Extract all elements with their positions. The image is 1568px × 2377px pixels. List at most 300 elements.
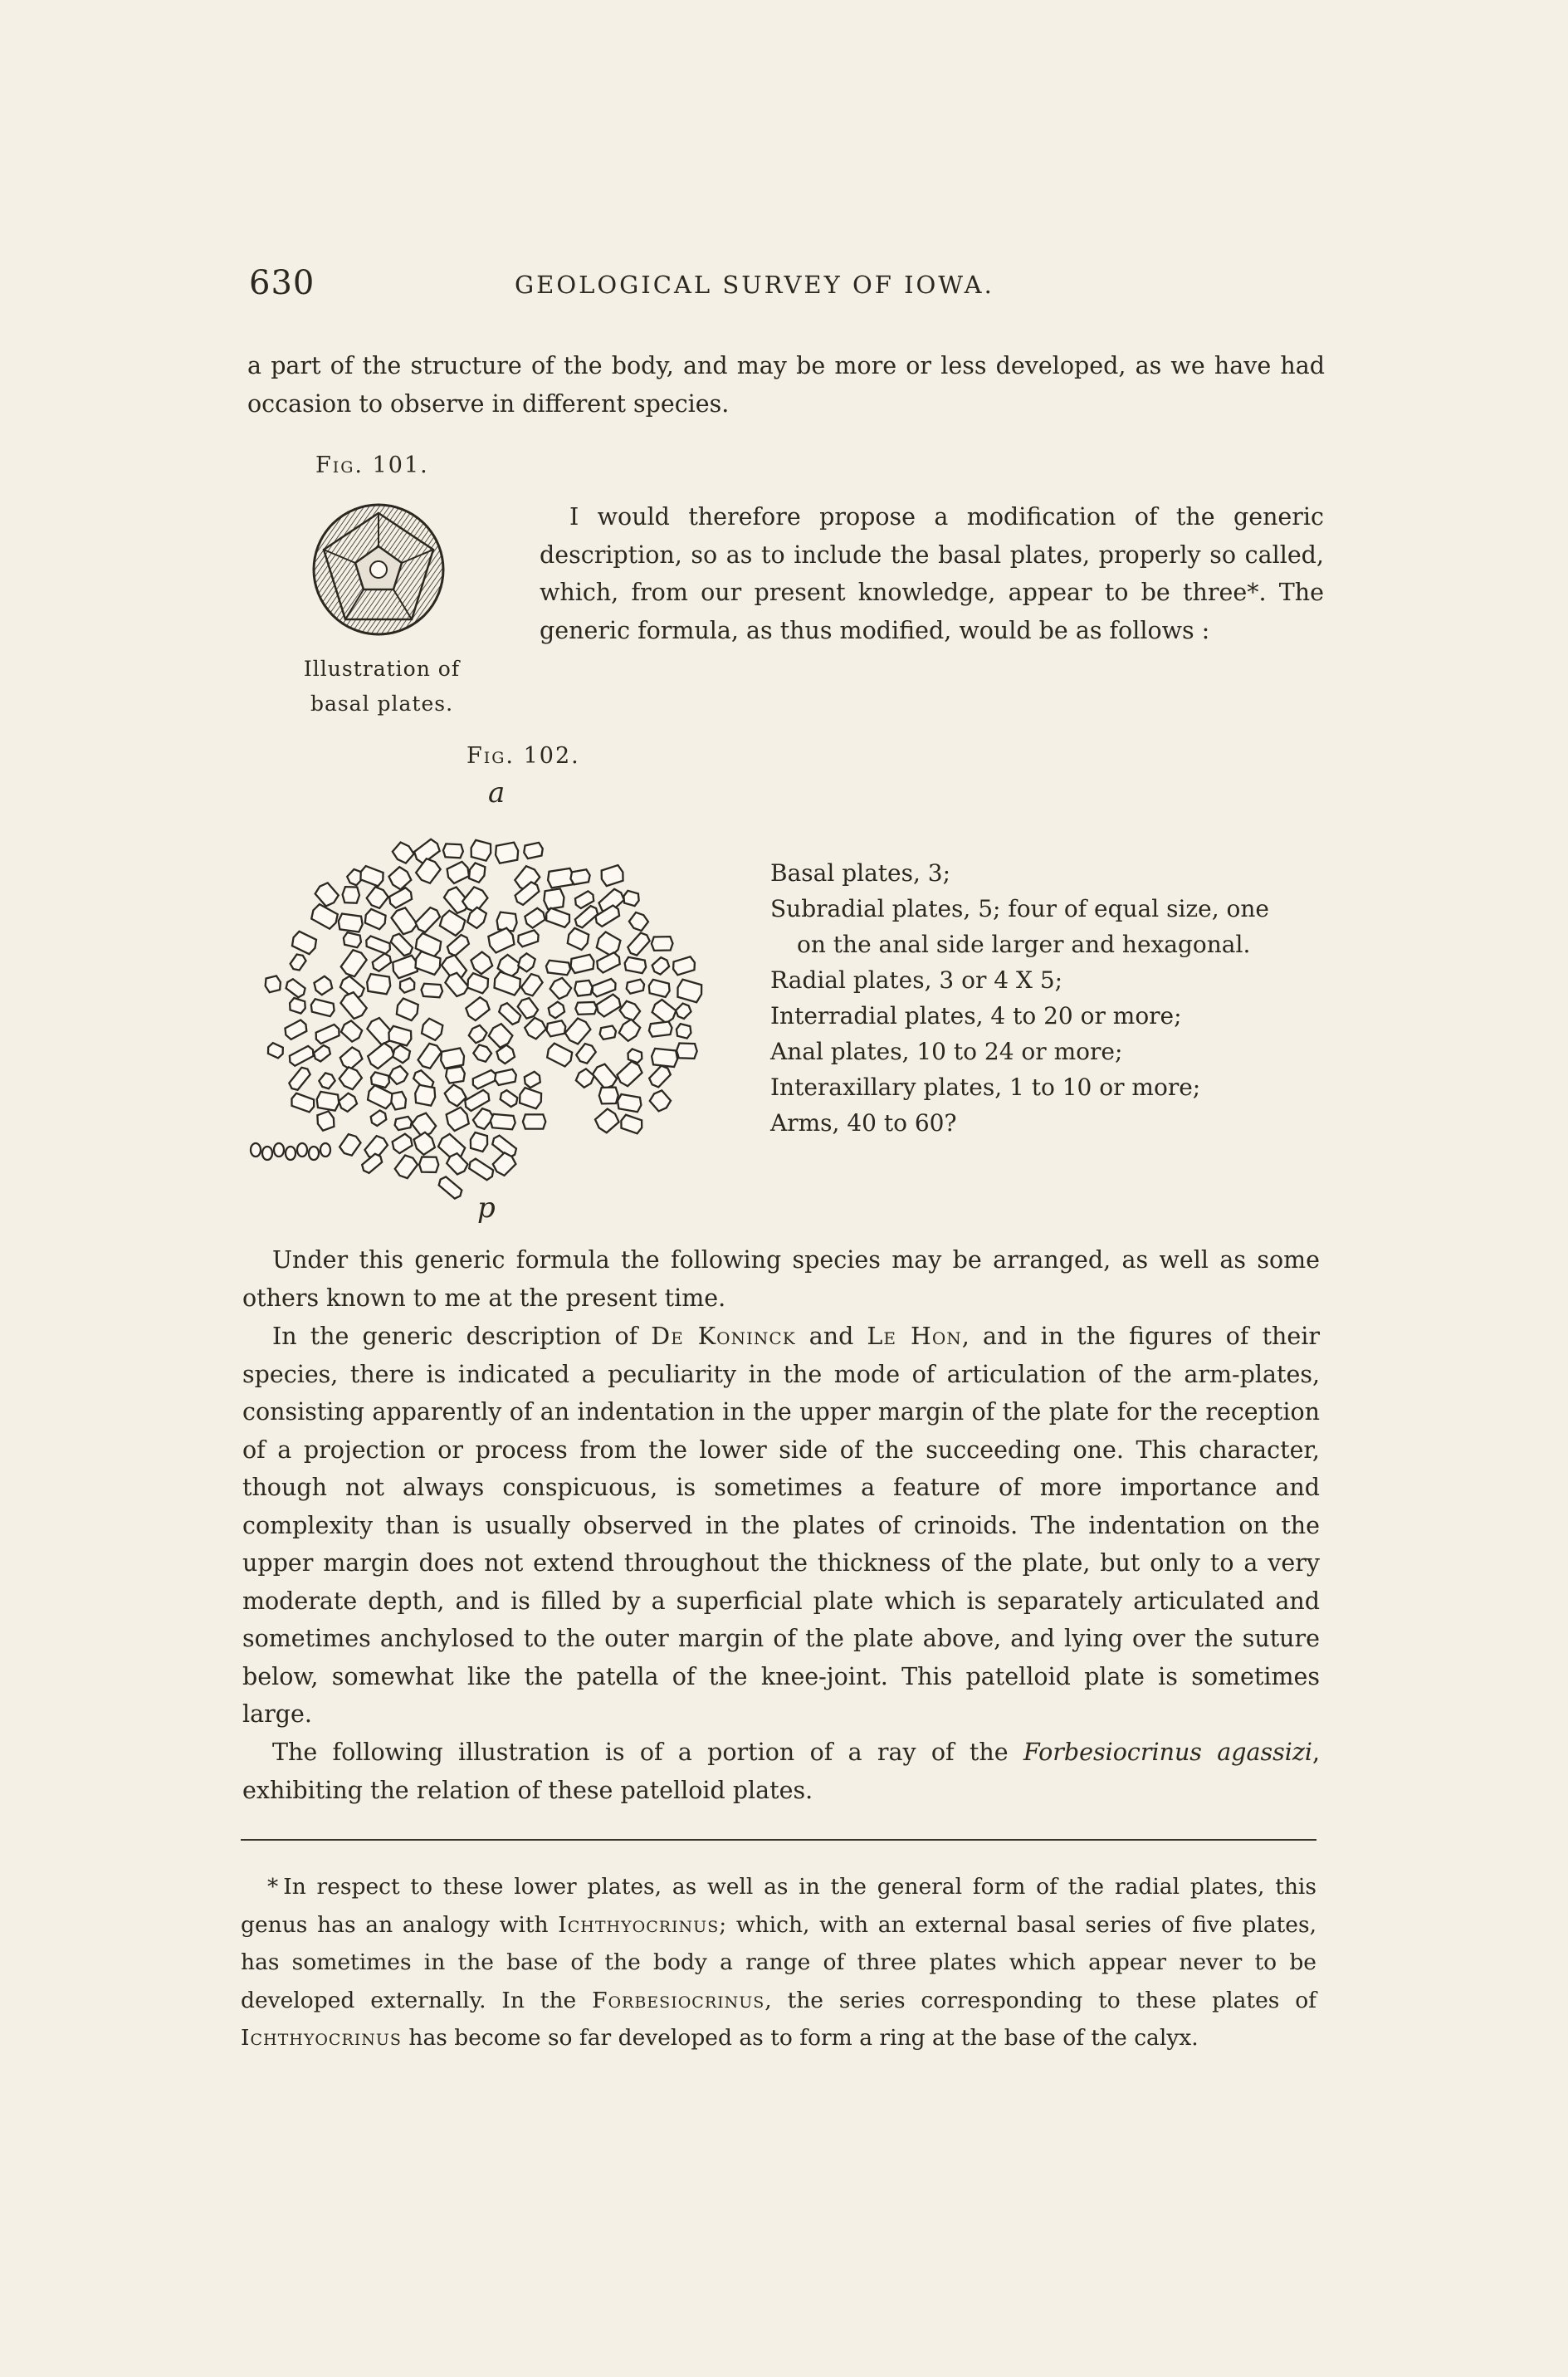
calyx-plate <box>339 990 369 1020</box>
calyx-plate-shape <box>266 1042 285 1059</box>
body-paragraph-2 <box>242 1318 1320 1734</box>
calyx-plate <box>498 1088 520 1108</box>
arm-plate <box>251 1143 261 1157</box>
calyx-plate-shape <box>338 1065 364 1091</box>
calyx-plate-shape <box>314 1024 341 1045</box>
calyx-plate-shape <box>623 956 647 973</box>
basal-plates-illustration <box>309 498 448 641</box>
calyx-plate <box>591 1062 618 1090</box>
author-de-koninck: De Koninck <box>651 1323 796 1350</box>
calyx-plate <box>290 930 318 955</box>
calyx-plate <box>569 869 591 885</box>
calyx-plate <box>360 1152 384 1175</box>
calyx-plate-shape <box>625 979 646 995</box>
calyx-plate-shape <box>421 984 443 998</box>
calyx-plate-shape <box>283 1019 309 1040</box>
calyx-plate-shape <box>467 1024 489 1045</box>
calyx-plate <box>618 1018 642 1043</box>
genus-forbesiocrinus: Forbesiocrinus <box>592 1987 765 2013</box>
p2-text: In the generic description of <box>272 1323 652 1350</box>
calyx-plate <box>490 1114 515 1130</box>
calyx-plate <box>390 906 419 937</box>
calyx-plate-shape <box>393 1153 419 1180</box>
page-header <box>249 264 1327 306</box>
footnote-text: has become so far developed as to form a ring at the base of the calyx. <box>401 2025 1199 2051</box>
calyx-plate-shape <box>446 933 471 957</box>
calyx-plate <box>492 971 523 995</box>
calyx-plate-shape <box>364 935 392 954</box>
calyx-plate <box>337 1092 359 1113</box>
calyx-plate <box>466 862 487 883</box>
generic-formula <box>770 855 1335 1141</box>
formula-interradial: Interradial plates, 4 to 20 or more; <box>770 1002 1182 1030</box>
calyx-plate <box>315 1110 337 1131</box>
calyx-plate-shape <box>464 995 491 1022</box>
calyx-plate-shape <box>388 1064 409 1086</box>
calyx-plate <box>370 952 393 973</box>
calyx-plate-shape <box>444 1106 471 1132</box>
calyx-plate-shape <box>437 1175 463 1200</box>
calyx-plate <box>618 999 642 1022</box>
calyx-plate-shape <box>288 997 307 1015</box>
calyx-plate-shape <box>387 865 413 891</box>
p2-text: and <box>795 1323 867 1350</box>
calyx-plate <box>463 1088 491 1112</box>
body-paragraph-3 <box>242 1734 1320 1809</box>
arm-plate <box>262 1147 272 1160</box>
fig-101-caption <box>286 652 477 721</box>
calyx-plate <box>574 1042 597 1065</box>
calyx-plate-shape <box>312 1044 333 1063</box>
calyx-plate <box>314 881 340 908</box>
calyx-plate <box>443 1083 468 1108</box>
calyx-plate-shape <box>390 1132 414 1155</box>
calyx-plate <box>545 1020 567 1037</box>
calyx-plate-shape <box>522 1070 542 1088</box>
calyx-plate <box>391 1044 413 1064</box>
calyx-plate <box>469 839 493 861</box>
calyx-plate <box>574 980 593 995</box>
calyx-plate-shape <box>387 887 413 909</box>
calyx-plate <box>338 1065 364 1091</box>
calyx-plate <box>494 842 520 863</box>
footnote-text: ; which, with an external basal series of five plates, has sometimes in the base of the body a range of three plates which appear never to be developed externally. In the <box>241 1911 1316 2013</box>
calyx-plate <box>672 956 697 976</box>
calyx-plate <box>626 931 651 956</box>
calyx-plate-shape <box>290 930 318 955</box>
arm-plate <box>286 1147 296 1160</box>
calyx-plate-shape <box>651 1049 678 1068</box>
calyx-plate <box>421 984 443 998</box>
calyx-plate-shape <box>365 885 390 910</box>
calyx-plate-shape <box>317 1071 336 1091</box>
calyx-plate-shape <box>387 1025 413 1046</box>
calyx-plate-shape <box>523 1114 545 1128</box>
calyx-plate <box>543 888 566 910</box>
calyx-plate <box>575 1002 597 1015</box>
calyx-plate <box>369 1109 388 1127</box>
calyx-plate <box>467 1157 496 1181</box>
calyx-plate-shape <box>289 952 307 972</box>
calyx-plate-shape <box>498 1088 520 1108</box>
calyx-plate <box>287 1044 315 1067</box>
calyx-plate <box>442 844 463 858</box>
calyx-plate <box>622 890 641 907</box>
calyx-plate-shape <box>516 952 537 973</box>
calyx-plate-shape <box>626 931 651 956</box>
calyx-plate-shape <box>545 960 571 975</box>
calyx-plate-shape <box>442 844 463 858</box>
footnote-text: , the series corresponding to these plates of <box>764 1987 1316 2013</box>
calyx-plate-shape <box>516 929 540 947</box>
calyx-plate-shape <box>492 971 523 995</box>
calyx-plate-shape <box>287 1065 311 1092</box>
calyx-plate-shape <box>549 976 574 1001</box>
calyx-plate-shape <box>618 1018 642 1043</box>
calyx-plate <box>446 933 471 957</box>
calyx-plate-shape <box>628 911 650 933</box>
calyx-plate-shape <box>366 974 392 995</box>
calyx-plate <box>523 1016 548 1041</box>
calyx-plate <box>648 1088 672 1113</box>
calyx-plate-shape <box>315 1110 337 1131</box>
calyx-plate-shape <box>523 842 545 858</box>
calyx-plate-shape <box>312 975 335 996</box>
calyx-plate-shape <box>652 937 673 951</box>
calyx-plate-shape <box>365 1084 395 1110</box>
genus-ichthyocrinus: Ichthyocrinus <box>241 2025 402 2051</box>
arm-plate <box>309 1147 319 1160</box>
calyx-plate-shape <box>545 1020 567 1037</box>
page-number: 630 <box>249 264 315 302</box>
arm-plate-shape <box>320 1143 330 1157</box>
calyx-plate-shape <box>546 1000 566 1020</box>
calyx-plate-shape <box>315 1091 340 1111</box>
p3-text: The following illustration is of a portion of a ray of the <box>272 1739 1023 1766</box>
p2-text: , and in the figures of their species, there is indicated a peculiarity in the mode of articulation of the arm-plates, consisting apparently of an indentation in the upper margin of the plate for the reception of a projection or process from the lower side of the succeeding one. This character, though not always conspicuous, is sometimes a feature of more importance and complexity than is usually observed in the plates of crinoids. The indentation on the upper margin does not extend throughout the thickness of the plate, but only to a very moderate depth, and is filled by a superficial plate which is separately articulated and sometimes anchylosed to the outer margin of the plate above, and lying over the suture below, somewhat like the patella of the knee-joint. This patelloid plate is sometimes large. <box>242 1323 1320 1728</box>
calyx-plate <box>648 1021 672 1037</box>
calyx-plate <box>623 956 647 973</box>
calyx-plate <box>472 1043 493 1064</box>
calyx-plate-shape <box>398 977 416 994</box>
calyx-plate <box>288 997 307 1015</box>
calyx-plate-shape <box>569 869 591 885</box>
calyx-plate-shape <box>443 971 470 998</box>
intro-paragraph: a part of the structure of the body, and may be more or less developed, as we have had occasion to observe in different species. <box>247 352 1325 418</box>
calyx-plate <box>364 935 392 954</box>
calyx-plate-shape <box>591 1062 618 1090</box>
calyx-plate <box>389 932 414 958</box>
calyx-plate <box>522 1070 542 1088</box>
fig-101-caption-line: Illustration of <box>303 657 461 681</box>
calyx-plate <box>445 861 471 885</box>
fig-101-caption-line: basal plates. <box>310 692 454 716</box>
calyx-plate <box>391 840 416 865</box>
calyx-plate <box>676 979 704 1003</box>
calyx-plate-shape <box>287 1044 315 1067</box>
calyx-plate <box>394 997 420 1021</box>
calyx-plate-diagram <box>249 805 714 1229</box>
calyx-plate-shape <box>598 1025 617 1040</box>
proposal-paragraph: I would therefore propose a modification of the generic description, so as to include the basal plates, properly so called, which, from our present knowledge, appear to be three*. The generic formula, as thus modified, would be as follows : <box>540 503 1324 644</box>
calyx-plate <box>393 1116 413 1130</box>
calyx-plate-shape <box>359 865 386 887</box>
formula-subradial: Subradial plates, 5; four of equal size, one <box>770 895 1270 922</box>
calyx-plate-shape <box>290 1093 316 1113</box>
calyx-plate <box>264 976 282 993</box>
calyx-plate-shape <box>339 1019 364 1043</box>
calyx-plate-shape <box>369 1109 388 1127</box>
calyx-plate <box>283 1019 309 1040</box>
calyx-plate-shape <box>565 927 591 951</box>
calyx-plate <box>310 903 340 931</box>
calyx-plate-shape <box>391 840 416 865</box>
calyx-plate <box>366 974 392 995</box>
calyx-plate <box>365 1084 395 1110</box>
calyx-plate-shape <box>390 906 419 937</box>
calyx-plate-shape <box>517 1087 544 1109</box>
calyx-plate-shape <box>545 1042 574 1068</box>
calyx-plate <box>419 1157 439 1172</box>
calyx-plate <box>287 1065 311 1092</box>
calyx-plate <box>387 865 413 891</box>
fig-102-label-number: . 102. <box>506 743 580 769</box>
calyx-plate-shape <box>366 1041 396 1070</box>
calyx-plate <box>314 1024 341 1045</box>
calyx-plate-shape <box>676 979 704 1003</box>
calyx-plate <box>594 931 623 957</box>
calyx-plate-shape <box>338 1132 362 1157</box>
calyx-plate <box>520 972 544 998</box>
calyx-plate <box>523 907 547 929</box>
calyx-plate <box>494 1069 518 1085</box>
calyx-plate <box>619 1114 644 1134</box>
calyx-plate-shape <box>648 1088 672 1113</box>
fig-102-label-prefix: Fig <box>466 743 506 769</box>
calyx-plate-shape <box>360 1152 384 1175</box>
calyx-plate-shape <box>490 1114 515 1130</box>
calyx-plate <box>650 998 677 1025</box>
calyx-plate-shape <box>543 888 566 910</box>
calyx-plate <box>366 1041 396 1070</box>
calyx-plate <box>338 1132 362 1157</box>
calyx-plate <box>599 1088 618 1104</box>
calyx-plate-shape <box>564 1016 593 1045</box>
calyx-plate-shape <box>393 1116 413 1130</box>
calyx-plate-shape <box>342 887 359 903</box>
arm-plate <box>320 1143 330 1157</box>
calyx-plate-shape <box>391 1044 413 1064</box>
author-le-hon: Le Hon <box>867 1323 962 1350</box>
calyx-plate <box>468 1132 490 1152</box>
fig-102-letter-a: a <box>488 776 506 809</box>
calyx-plate-shape <box>363 908 388 931</box>
calyx-plate-shape <box>647 979 672 997</box>
calyx-plate-shape <box>445 1066 466 1083</box>
calyx-plate-shape <box>569 954 596 974</box>
calyx-plate-shape <box>394 997 420 1021</box>
calyx-plate-shape <box>594 931 623 957</box>
calyx-plate <box>464 995 491 1022</box>
calyx-plate-shape <box>544 907 571 928</box>
calyx-plate-shape <box>389 1091 407 1110</box>
calyx-plate-shape <box>467 1157 496 1181</box>
calyx-plate <box>398 977 416 994</box>
arm-plate-shape <box>251 1143 261 1157</box>
formula-radial: Radial plates, 3 or 4 X 5; <box>770 966 1063 994</box>
calyx-plate <box>516 952 537 973</box>
calyx-plate-shape <box>650 998 677 1025</box>
calyx-plate <box>674 1001 693 1020</box>
calyx-plate-shape <box>495 1044 517 1065</box>
calyx-plate <box>437 909 467 937</box>
calyx-plate-shape <box>469 839 493 861</box>
calyx-plate-shape <box>574 980 593 995</box>
calyx-plate <box>652 937 673 951</box>
calyx-plate <box>545 1042 574 1068</box>
calyx-plate <box>574 1067 596 1088</box>
calyx-plate-shape <box>523 1016 548 1041</box>
calyx-plate-shape <box>622 890 641 907</box>
calyx-plate <box>342 887 359 903</box>
calyx-plate-shape <box>419 1157 439 1172</box>
calyx-plate-shape <box>650 956 671 976</box>
calyx-plate-shape <box>469 951 495 976</box>
genus-ichthyocrinus: Ichthyocrinus <box>558 1911 720 1938</box>
calyx-plate <box>523 1114 545 1128</box>
fig-102-letter-p: p <box>477 1191 496 1225</box>
calyx-plate-shape <box>472 1043 493 1064</box>
calyx-plate-shape <box>310 903 340 931</box>
calyx-plate <box>549 976 574 1001</box>
calyx-plate-shape <box>523 907 547 929</box>
calyx-plate <box>523 842 545 858</box>
calyx-plate <box>675 1023 692 1039</box>
calyx-plate-shape <box>599 864 626 887</box>
calyx-plate-shape <box>675 1023 692 1039</box>
calyx-plate <box>569 954 596 974</box>
calyx-plate <box>339 948 368 979</box>
calyx-plate-shape <box>595 951 623 974</box>
calyx-plate <box>564 1016 593 1045</box>
calyx-plate <box>312 975 335 996</box>
calyx-plate <box>417 1041 443 1070</box>
calyx-plate <box>317 1071 336 1091</box>
calyx-plate-shape <box>574 1067 596 1088</box>
calyx-plate <box>598 1025 617 1040</box>
calyx-plate <box>467 1024 489 1045</box>
calyx-plate-shape <box>443 1083 468 1108</box>
calyx-plate-shape <box>339 948 368 979</box>
calyx-plate <box>593 1108 621 1135</box>
calyx-plate-shape <box>370 952 393 973</box>
calyx-plate <box>599 864 626 887</box>
calyx-plate-shape <box>369 1072 391 1088</box>
calyx-plate <box>651 1049 678 1068</box>
calyx-plate-shape <box>618 999 642 1022</box>
calyx-plate <box>445 1066 466 1083</box>
fig-101-label-number: . 101. <box>354 452 429 478</box>
calyx-plate-shape <box>593 1108 621 1135</box>
calyx-plate <box>365 885 390 910</box>
calyx-plate-shape <box>342 932 362 947</box>
calyx-plate <box>284 977 307 999</box>
calyx-plate-shape <box>284 977 307 999</box>
arm-plate-shape <box>286 1147 296 1160</box>
calyx-plate <box>266 1042 285 1059</box>
calyx-plate-shape <box>413 906 442 934</box>
footnote-rule <box>241 1839 1316 1841</box>
calyx-plate-shape <box>487 1022 515 1049</box>
calyx-plate <box>363 908 388 931</box>
calyx-plate <box>626 1048 644 1064</box>
calyx-plate-shape <box>468 1132 490 1152</box>
calyx-plate <box>339 1019 364 1043</box>
calyx-plate-shape <box>672 956 697 976</box>
calyx-plate <box>387 887 413 909</box>
arm-plate <box>297 1143 307 1157</box>
calyx-plate <box>615 1059 643 1088</box>
calyx-plate <box>337 913 364 932</box>
calyx-plate <box>628 911 650 933</box>
calyx-plate-shape <box>494 842 520 863</box>
calyx-plate <box>413 906 442 934</box>
formula-interaxillary: Interaxillary plates, 1 to 10 or more; <box>770 1074 1201 1101</box>
calyx-plate <box>495 1044 517 1065</box>
calyx-plate-shape <box>314 881 340 908</box>
calyx-plate-shape <box>413 1084 437 1106</box>
calyx-plate <box>647 979 672 997</box>
calyx-plate-shape <box>389 932 414 958</box>
calyx-plate-shape <box>574 1042 597 1065</box>
formula-arms: Arms, 40 to 60? <box>770 1109 957 1137</box>
calyx-plate-shape <box>463 1088 491 1112</box>
footnote <box>241 1868 1316 2057</box>
footnote-mark: * <box>267 1874 279 1900</box>
calyx-plate-shape <box>337 913 364 932</box>
formula-subradial-cont: on the anal side larger and hexagonal. <box>797 931 1251 958</box>
calyx-plate <box>595 951 623 974</box>
calyx-plate <box>647 1064 672 1088</box>
formula-basal: Basal plates, 3; <box>770 859 950 887</box>
calyx-plate-shape <box>419 1017 445 1041</box>
calyx-plate <box>310 999 336 1017</box>
calyx-plate <box>393 1153 419 1180</box>
calyx-plate <box>290 1093 316 1113</box>
calyx-plate <box>487 1022 515 1049</box>
calyx-plate-shape <box>647 1064 672 1088</box>
central-pit <box>370 561 387 578</box>
body-paragraph-1: Under this generic formula the following species may be arranged, as well as some others known to me at the present time. <box>242 1246 1320 1312</box>
calyx-plate <box>517 1087 544 1109</box>
calyx-plate-shape <box>615 1059 643 1088</box>
calyx-plate <box>312 1044 333 1063</box>
calyx-plate-shape <box>445 861 471 885</box>
calyx-plate <box>359 865 386 887</box>
arm-plate-shape <box>274 1143 284 1157</box>
calyx-plate <box>650 956 671 976</box>
running-head: GEOLOGICAL SURVEY OF IOWA. <box>515 271 994 299</box>
calyx-plate <box>315 1091 340 1111</box>
calyx-plate <box>565 927 591 951</box>
calyx-plate-shape <box>494 1069 518 1085</box>
calyx-plate-shape <box>310 999 336 1017</box>
calyx-plate-shape <box>437 909 467 937</box>
arm-plate-shape <box>297 1143 307 1157</box>
p3-text: , exhibiting the relation of these patelloid plates. <box>242 1739 1321 1804</box>
calyx-plate <box>545 960 571 975</box>
fig-102-label <box>466 743 580 769</box>
